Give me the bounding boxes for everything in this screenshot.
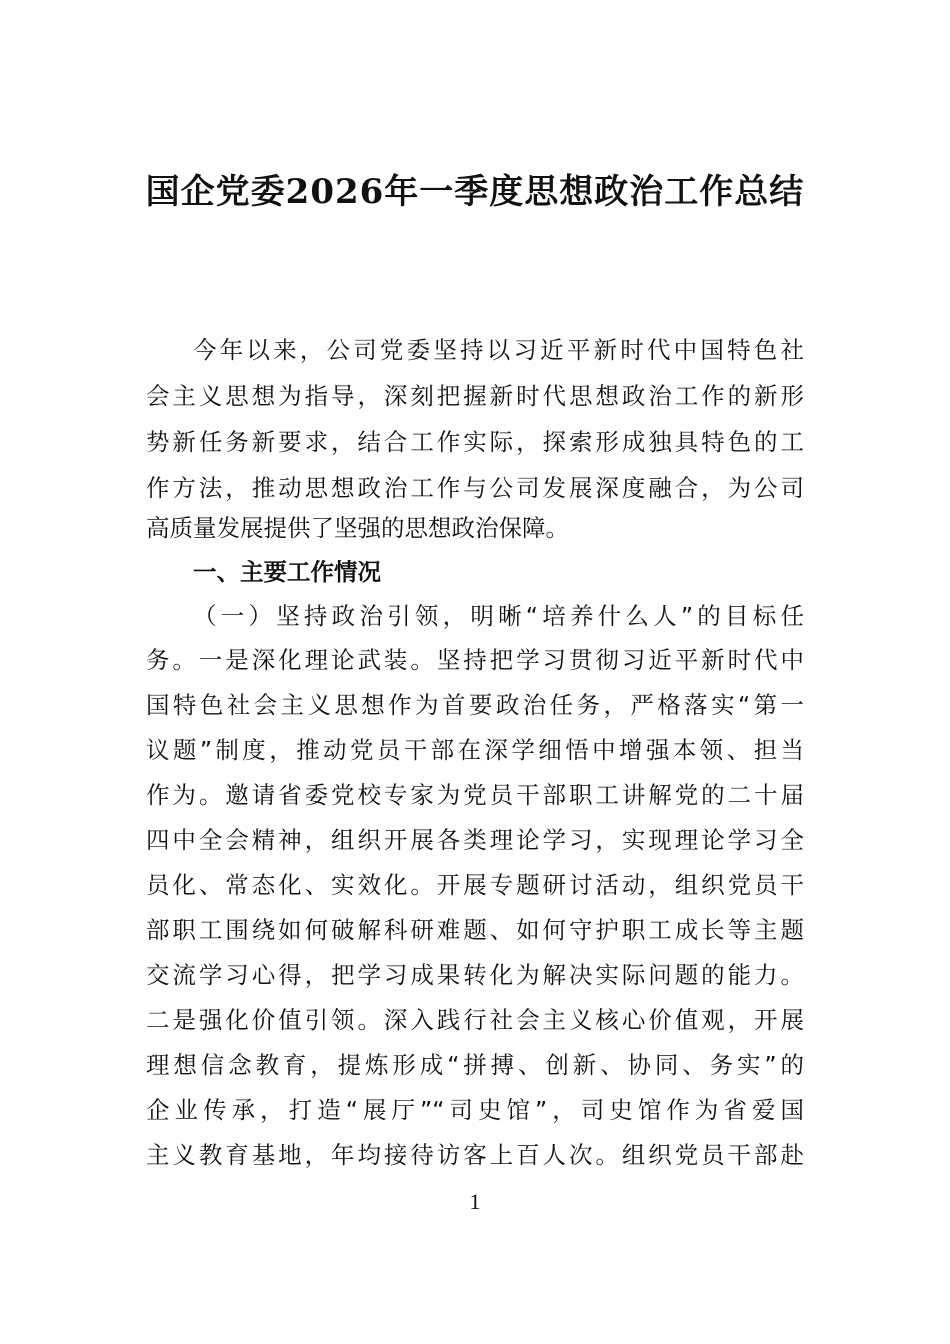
section-paragraph-line: （一）坚持政治引领，明晰“培养什么人”的目标任 xyxy=(193,602,804,630)
document-title: 国企党委2026年一季度思想政治工作总结 xyxy=(145,172,805,212)
section-heading: 一、主要工作情况 xyxy=(193,558,381,586)
section-paragraph-line: 员化、常态化、实效化。开展专题研讨活动，组织党员干 xyxy=(146,871,804,899)
intro-paragraph-line: 作方法，推动思想政治工作与公司发展深度融合，为公司 xyxy=(146,474,804,502)
section-paragraph-line: 企业传承，打造“展厅”“司史馆”，司史馆作为省爱国 xyxy=(146,1096,804,1124)
section-paragraph-line: 四中全会精神，组织开展各类理论学习，实现理论学习全 xyxy=(146,826,804,854)
intro-paragraph-line: 势新任务新要求，结合工作实际，探索形成独具特色的工 xyxy=(146,428,804,456)
section-paragraph-line: 理想信念教育，提炼形成“拼搏、创新、协同、务实”的 xyxy=(146,1051,804,1079)
page-number: 1 xyxy=(469,1189,481,1214)
intro-paragraph-line: 会主义思想为指导，深刻把握新时代思想政治工作的新形 xyxy=(146,382,804,410)
section-paragraph-line: 交流学习心得，把学习成果转化为解决实际问题的能力。 xyxy=(146,961,804,989)
section-paragraph-line: 议题”制度，推动党员干部在深学细悟中增强本领、担当 xyxy=(146,736,804,764)
section-paragraph-line: 国特色社会主义思想作为首要政治任务，严格落实“第一 xyxy=(146,691,804,719)
intro-paragraph-line: 今年以来，公司党委坚持以习近平新时代中国特色社 xyxy=(193,336,804,364)
section-paragraph-line: 主义教育基地，年均接待访客上百人次。组织党员干部赴 xyxy=(146,1141,804,1169)
section-paragraph-line: 二是强化价值引领。深入践行社会主义核心价值观，开展 xyxy=(146,1006,804,1034)
section-paragraph-line: 务。一是深化理论武装。坚持把学习贯彻习近平新时代中 xyxy=(146,646,804,674)
section-paragraph-line: 作为。邀请省委党校专家为党员干部职工讲解党的二十届 xyxy=(146,781,804,809)
intro-paragraph-line: 高质量发展提供了坚强的思想政治保障。 xyxy=(146,514,569,542)
section-paragraph-line: 部职工围绕如何破解科研难题、如何守护职工成长等主题 xyxy=(146,916,804,944)
